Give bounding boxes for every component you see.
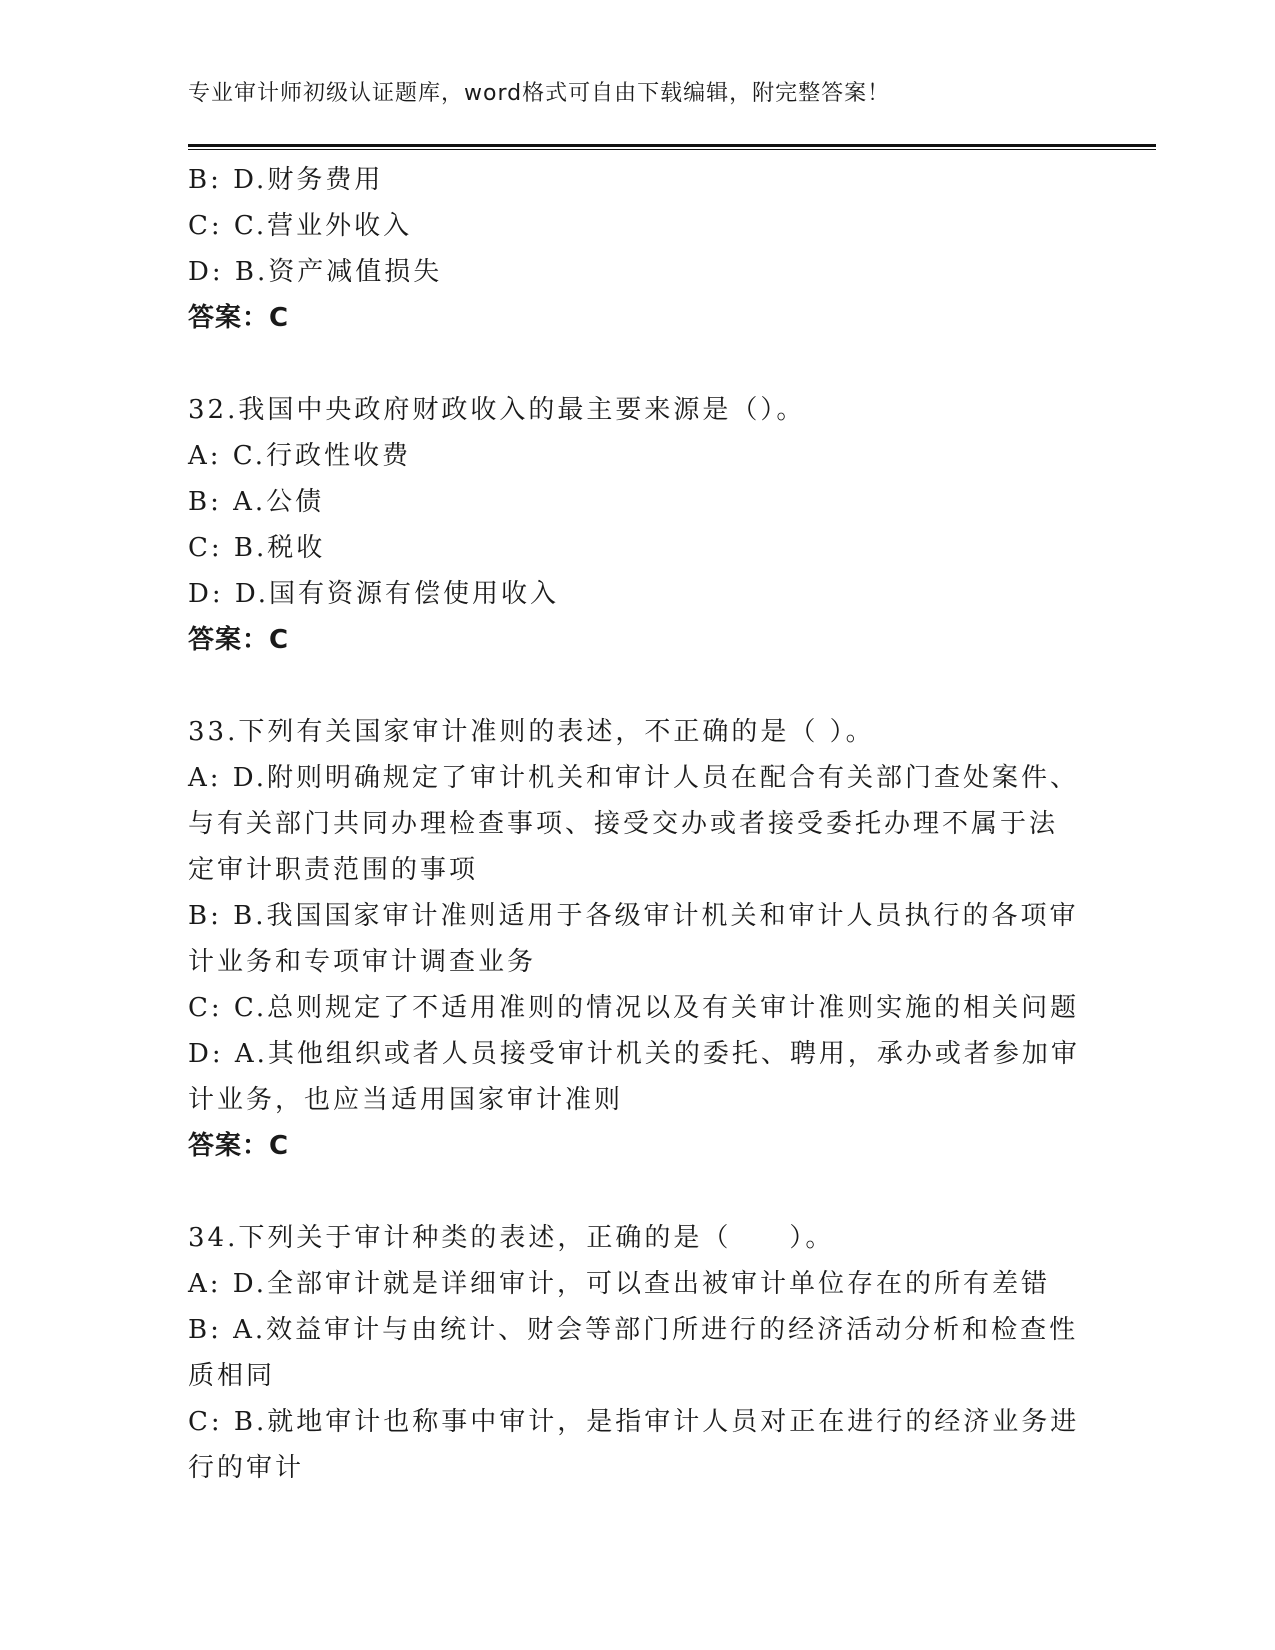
- question-34: [188, 1215, 1088, 1491]
- option-line: B: D.财务费用: [188, 165, 384, 195]
- question-stem: 34.下列关于审计种类的表述，正确的是（ ）。: [188, 1223, 835, 1253]
- option-continuation: 定审计职责范围的事项: [188, 855, 479, 885]
- question-32: [188, 387, 1088, 663]
- page-header: 专业审计师初级认证题库，word格式可自由下载编辑，附完整答案！: [188, 81, 891, 106]
- answer-line: 答案：C: [188, 1131, 290, 1161]
- option-line: A: C.行政性收费: [188, 441, 412, 471]
- leading-question-fragment: [188, 157, 1088, 341]
- document-body: [188, 157, 1088, 1491]
- option-line: A: D.附则明确规定了审计机关和审计人员在配合有关部门查处案件、: [188, 763, 1079, 793]
- option-line: B: B.我国国家审计准则适用于各级审计机关和审计人员执行的各项审: [188, 901, 1079, 931]
- answer-line: 答案：C: [188, 303, 290, 333]
- option-continuation: 计业务和专项审计调查业务: [188, 947, 537, 977]
- header-divider: [188, 144, 1156, 150]
- option-line: C: C.总则规定了不适用准则的情况以及有关审计准则实施的相关问题: [188, 993, 1080, 1023]
- option-line: C: B.就地审计也称事中审计，是指审计人员对正在进行的经济业务进: [188, 1407, 1080, 1437]
- option-continuation: 与有关部门共同办理检查事项、接受交办或者接受委托办理不属于法: [188, 809, 1059, 839]
- option-line: B: A.公债: [188, 487, 325, 517]
- option-line: D: D.国有资源有偿使用收入: [188, 579, 560, 609]
- option-line: A: D.全部审计就是详细审计，可以查出被审计单位存在的所有差错: [188, 1269, 1050, 1299]
- option-line: D: B.资产减值损失: [188, 257, 443, 287]
- option-line: C: B.税收: [188, 533, 326, 563]
- option-continuation: 行的审计: [188, 1453, 305, 1483]
- option-continuation: 计业务，也应当适用国家审计准则: [188, 1085, 624, 1115]
- question-stem: 33.下列有关国家审计准则的表述，不正确的是（ ）。: [188, 717, 875, 747]
- option-line: C: C.营业外收入: [188, 211, 413, 241]
- option-continuation: 质相同: [188, 1361, 276, 1391]
- question-33: [188, 709, 1088, 1169]
- option-line: B: A.效益审计与由统计、财会等部门所进行的经济活动分析和检查性: [188, 1315, 1079, 1345]
- answer-line: 答案：C: [188, 625, 290, 655]
- option-line: D: A.其他组织或者人员接受审计机关的委托、聘用，承办或者参加审: [188, 1039, 1080, 1069]
- question-stem: 32.我国中央政府财政收入的最主要来源是（）。: [188, 395, 806, 425]
